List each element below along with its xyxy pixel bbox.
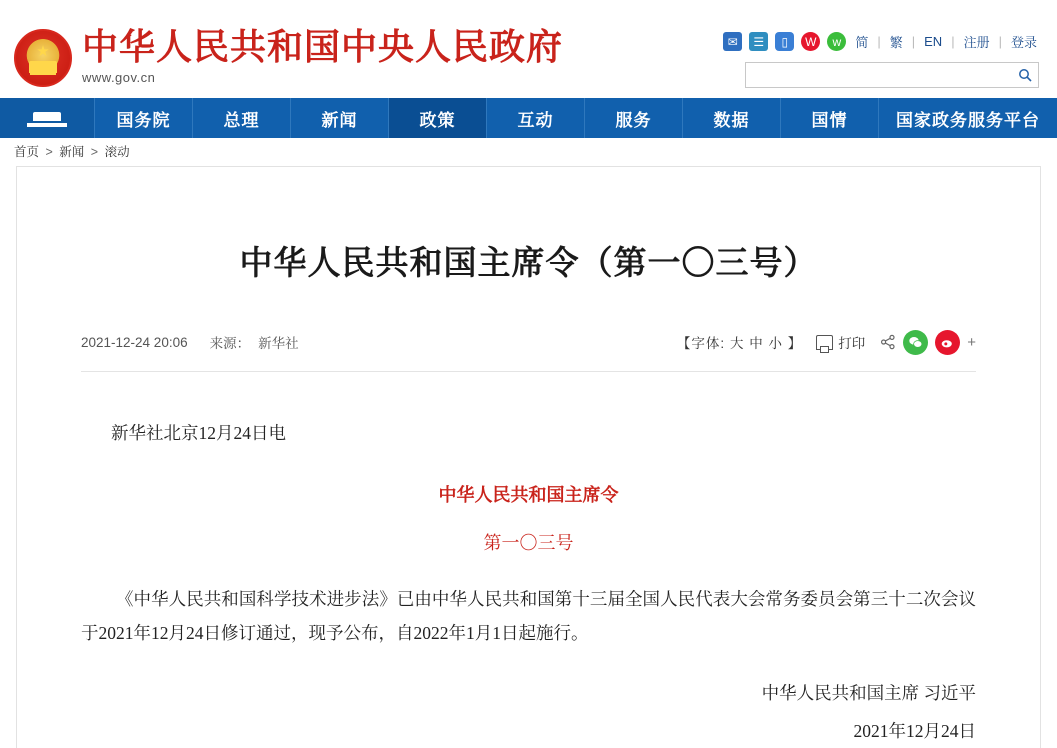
gov-gate-icon [25,107,69,129]
publish-date: 2021-12-24 20:06 [81,334,188,350]
article-meta [81,325,976,372]
breadcrumb-separator: > [45,145,53,159]
fontsize-close: 】 [787,336,803,352]
article-paragraph: 《中华人民共和国科学技术进步法》已由中华人民共和国第十三届全国人民代表大会常务委员会第三十二次会议于2021年12月24日修订通过，现予公布，自2022年1月1日起施行。 [81,589,976,644]
fontsize-control[interactable] [677,332,802,352]
article-body [81,416,976,748]
breadcrumb-item-rolling[interactable]: 滚动 [104,145,130,159]
page-title: 中华人民共和国主席令（第一〇三号） [239,246,818,283]
mobile-icon[interactable]: ▯ [775,32,794,51]
nav-item-guoqing[interactable]: 国情 [780,98,878,138]
decree-number: 第一〇三号 [483,533,574,554]
header-tools [723,32,1039,51]
site-url: www.gov.cn [82,70,156,85]
dateline: 新华社北京12月24日电 [111,423,286,444]
divider: | [877,34,881,49]
search-input[interactable] [746,64,1012,86]
lang-simplified-link[interactable]: 简 [855,35,869,50]
national-emblem-icon: ★ [14,29,74,89]
search-icon[interactable] [1012,64,1038,86]
source-label: 来源： [209,336,251,352]
share-group [879,330,976,355]
site-title: 中华人民共和国中央人民政府 [82,27,564,67]
weibo-icon[interactable]: W [801,32,820,51]
nav-item-xinwen[interactable]: 新闻 [290,98,388,138]
mail-icon[interactable]: ✉ [723,32,742,51]
site-header [0,0,1057,98]
breadcrumb [0,138,1057,166]
nav-item-zhengce[interactable]: 政策 [388,98,486,138]
weibo-share-icon[interactable] [935,330,960,355]
divider: | [998,34,1002,49]
lang-english-link[interactable]: EN [924,34,943,49]
share-icon[interactable] [879,334,896,351]
source-name[interactable]: 新华社 [258,336,299,352]
printer-icon [816,335,833,350]
divider: | [951,34,955,49]
login-link[interactable]: 登录 [1010,35,1037,50]
breadcrumb-item-home[interactable]: 首页 [14,145,40,159]
signature: 中华人民共和国主席 习近平 [761,683,976,704]
nav-item-zongli[interactable]: 总理 [192,98,290,138]
nav-item-service-platform[interactable]: 国家政务服务平台 [878,98,1057,138]
nav-item-hudong[interactable]: 互动 [486,98,584,138]
nav-item-fuwu[interactable]: 服务 [584,98,682,138]
breadcrumb-item-news[interactable]: 新闻 [59,145,85,159]
main-nav [0,98,1057,138]
article-container [16,166,1041,748]
wechat-icon[interactable]: w [827,32,846,51]
brand[interactable] [82,26,563,85]
decree-title: 中华人民共和国主席令 [438,485,619,506]
register-link[interactable]: 注册 [963,35,990,50]
fontsize-options[interactable]: 大 中 小 [729,336,783,352]
wechat-share-icon[interactable] [903,330,928,355]
breadcrumb-separator: > [90,145,99,159]
lang-traditional-link[interactable]: 繁 [889,35,903,50]
nav-item-shuju[interactable]: 数据 [682,98,780,138]
divider: | [911,34,916,49]
more-share-icon[interactable]: + [967,333,976,351]
fontsize-label: 【字体: [676,336,726,352]
cloud-icon[interactable]: ☰ [749,32,768,51]
signature-date: 2021年12月24日 [853,721,976,742]
nav-home-button[interactable] [0,98,94,138]
print-button[interactable] [816,332,865,352]
meta-actions [677,330,976,355]
nav-item-guowuyuan[interactable]: 国务院 [94,98,192,138]
search-box[interactable] [745,62,1039,88]
print-label: 打印 [838,336,866,352]
